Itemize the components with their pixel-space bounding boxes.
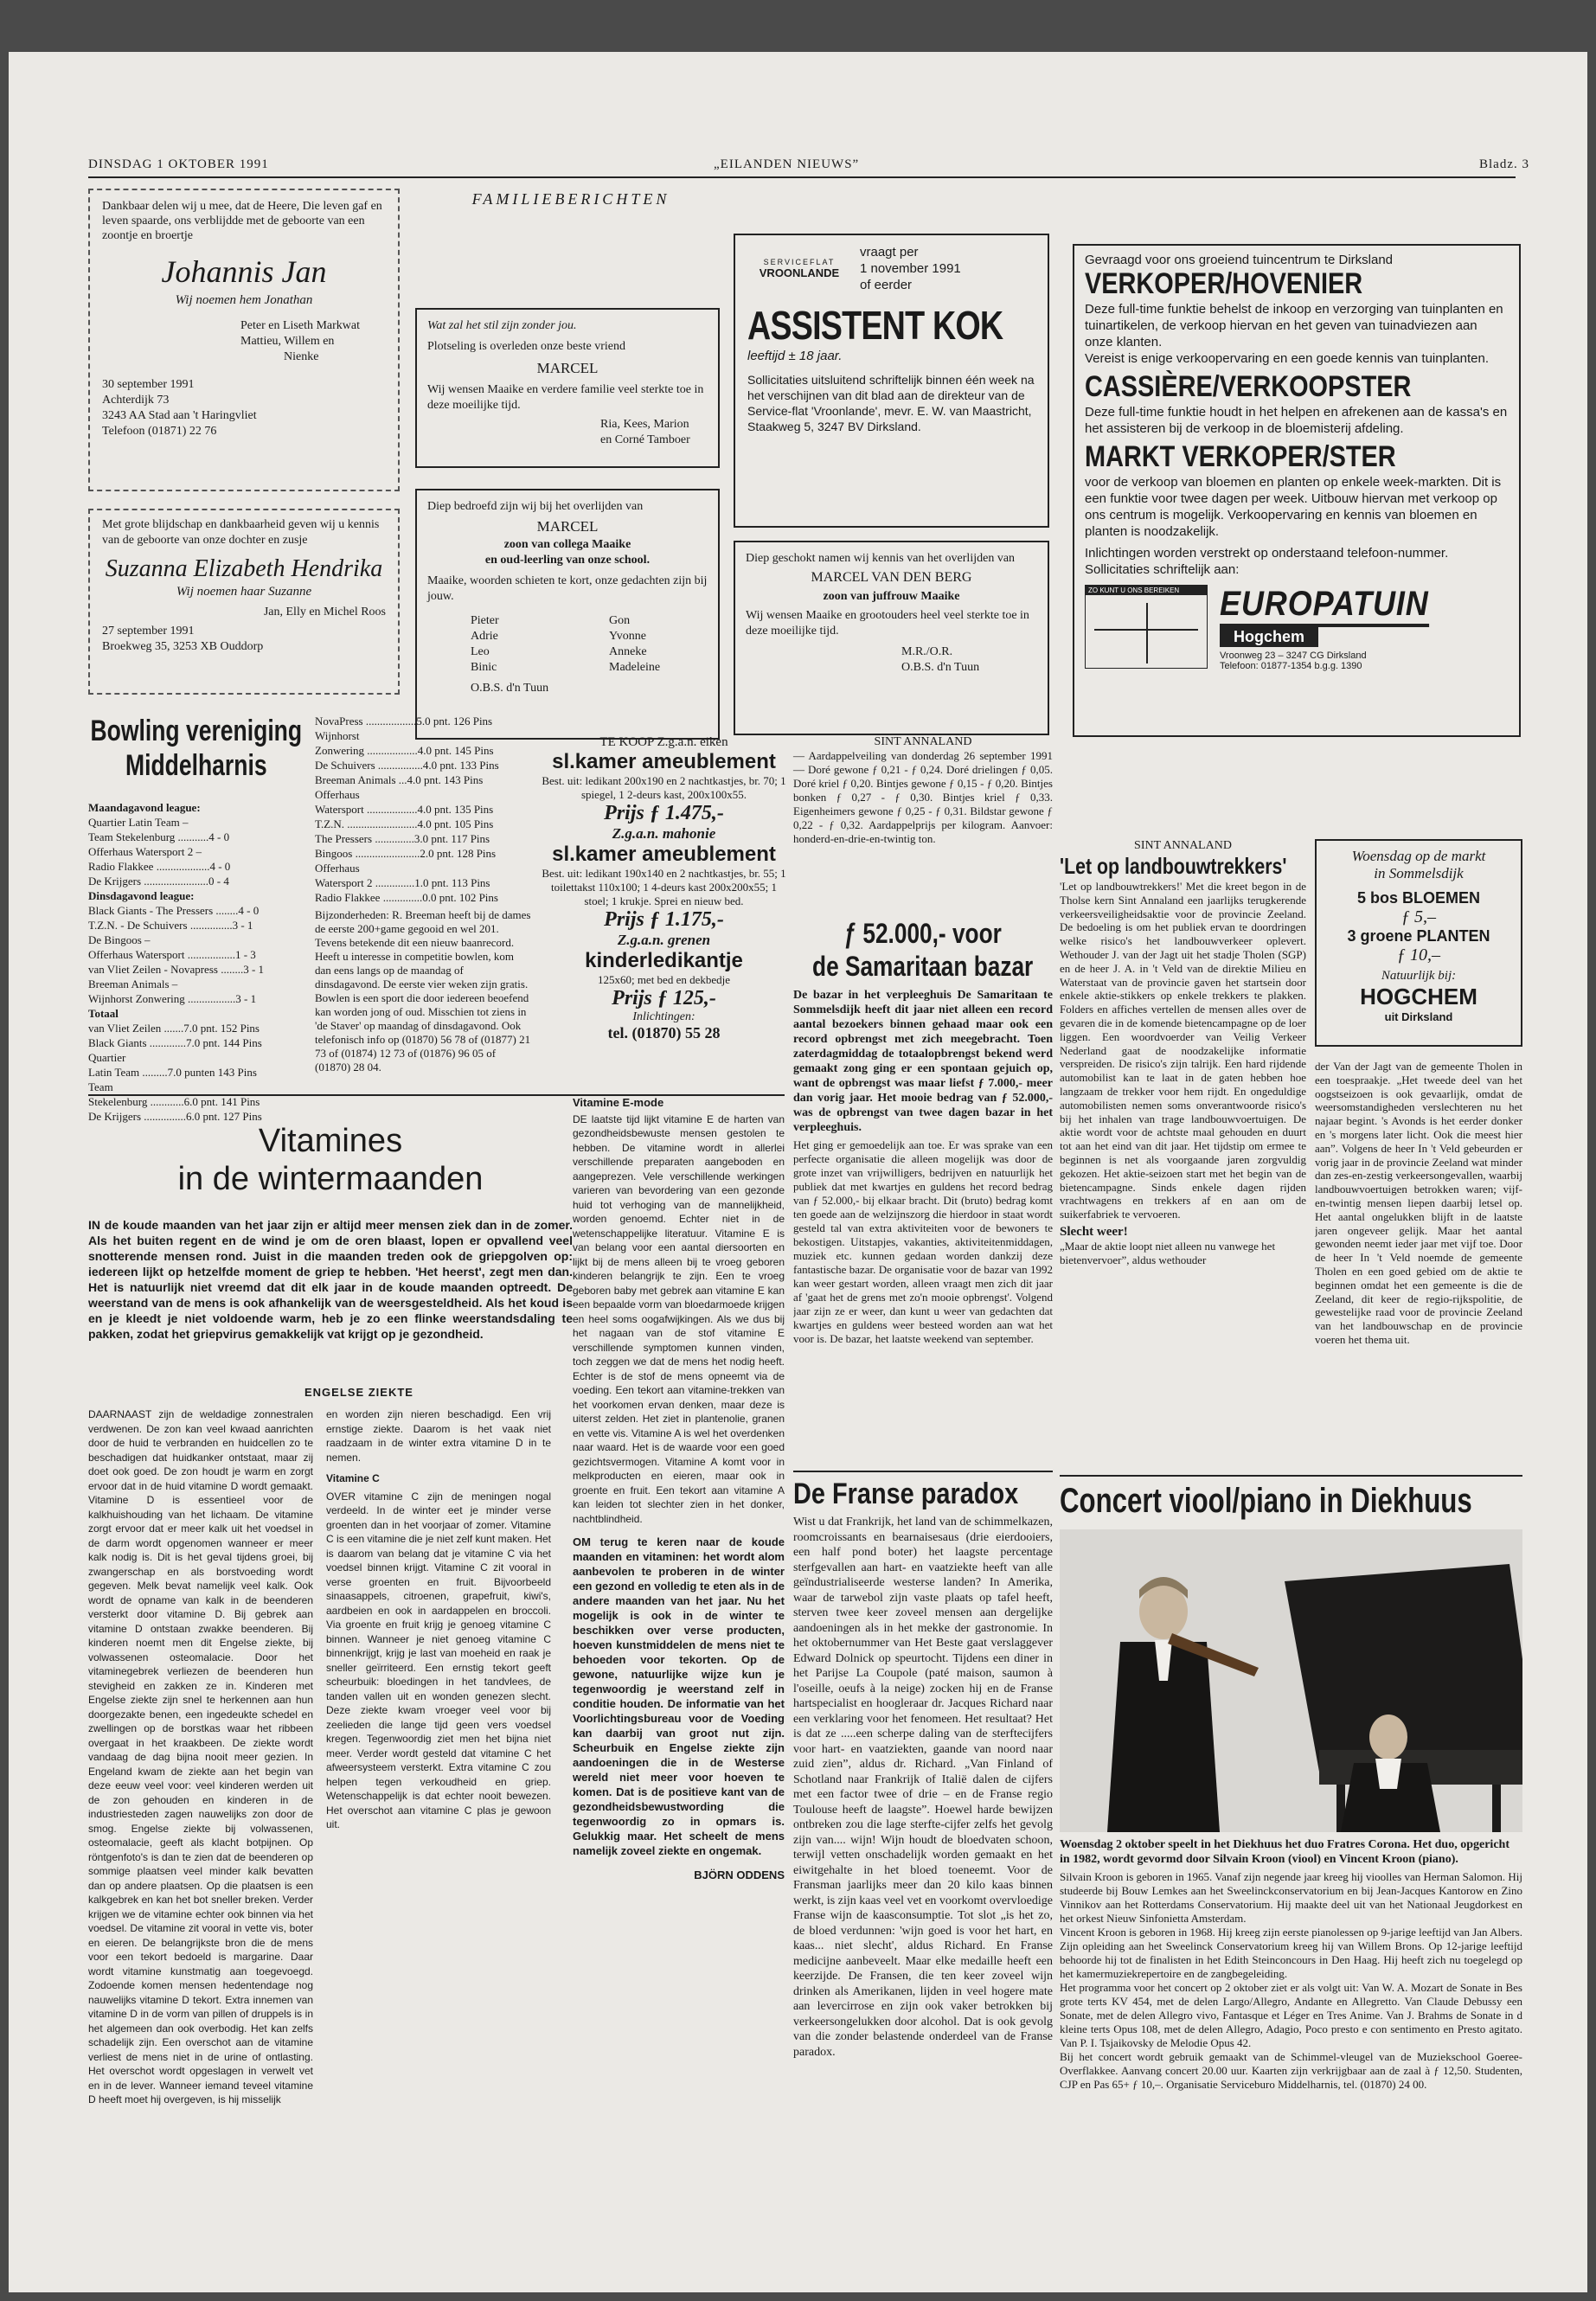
vroonlande-logo: VROONLANDE: [759, 266, 840, 279]
obituary-2: [415, 489, 720, 740]
total-row: Breeman Animals ...4.0 pnt. 143 Pins: [315, 773, 484, 786]
total-row: Watersport 2 ..............1.0 pnt. 113 Pins: [315, 876, 490, 889]
obituary-signed: Ria, Kees, Marion: [600, 418, 689, 431]
total-row: Latin Team .........7.0 punten 143 Pins: [88, 1066, 257, 1079]
birth-siblings: Mattieu, Willem en: [240, 335, 335, 348]
header-rule: [88, 176, 1516, 178]
score-row: De Krijgers .......................0 - 4: [88, 875, 229, 888]
score-row: T.Z.N. - De Schuivers ...............3 - 1: [88, 919, 253, 932]
concert-program: Het programma voor het concert op 2 oktober ziet er als volgt uit: Van W. A. Mozart de Sonate in Bes grote terts KV 454, met de delen Largo/Allegro, Andante en Allegretto. Van Claude Debussy een Sonate, met de delen Allegro vivo, Fantasque et Léger en Tres Anime. Van J. Brahms de Sonate in d kleine terts Opus 108, met de delen Allegro, Adagio, Poco presto e con sentimento en Presto agitato. Van P. I. Tsjaikovsky de Melodie Opus 42.: [1060, 1981, 1522, 2049]
total-row: Offerhaus: [315, 788, 360, 801]
total-row: Radio Flakkee ..............0.0 pnt. 102 Pins: [315, 891, 498, 904]
total-row: van Vliet Zeilen .......7.0 pnt. 152 Pins: [88, 1022, 260, 1035]
signer: Madeleine: [609, 661, 661, 674]
job-title-1: VERKOPER/HOVENIER: [1085, 267, 1363, 300]
ad-line: Natuurlijk bij:: [1381, 969, 1457, 983]
signer: Adrie: [471, 630, 498, 643]
ad-price: Prijs ƒ 1.175,-: [604, 908, 724, 931]
route-map: [1085, 585, 1208, 669]
title-line: in de wintermaanden: [177, 1161, 484, 1197]
article-lead: IN de koude maanden van het jaar zijn er altijd meer mensen ziek dan in de zomer. Als het buiten regent en de wind je om de oren blaast, lopen er opvallend veel snotterende mensen rond. Juist in die maanden treden ook de griepgolven op: iedereen lijkt op hetzelfde moment de griep te hebben. 'Het heerst', zegt men dan. Het is natuurlijk niet vreemd dat dit elk jaar in de koude maanden optreedt. De weerstand van de mens is ook afhankelijk van de weersgesteldheid. Als het koud is en je kleedt je niet voldoende warm, heb je zo een flinke weerstandsdaling te pakken, zodat het griepvirus gemakkelijk vat krijgt op je gezondheid.: [88, 1218, 573, 1341]
article-title: 'Let op landbouwtrekkers': [1060, 853, 1287, 879]
birth-announcement-1: [88, 189, 400, 491]
hogchem-logo: HOGCHEM: [1360, 984, 1477, 1009]
europatuin-ad: [1073, 244, 1521, 737]
signer: Gon: [609, 614, 631, 627]
birth-date: 27 september 1991: [102, 625, 195, 638]
ad-title: sl.kamer ameublement: [552, 750, 776, 773]
tractor-article: [1060, 839, 1306, 1471]
league-heading: Totaal: [88, 1007, 119, 1020]
obituary-line: Diep geschokt namen wij kennis van het overlijden van: [746, 552, 1016, 565]
ad-title: sl.kamer ameublement: [552, 843, 776, 866]
total-row: T.Z.N. .........................4.0 pnt. 105 Pins: [315, 817, 494, 830]
signer: Binic: [471, 661, 497, 674]
furniture-ads: [541, 735, 787, 1081]
ad-price: Prijs ƒ 1.475,-: [604, 802, 724, 824]
birth-date: 30 september 1991: [102, 378, 195, 391]
birth-name: Suzanna Elizabeth Hendrika: [105, 555, 383, 582]
ad-body: 125x60; met bed en dekbedje: [597, 973, 731, 986]
ad-intro: Gevraagd voor ons groeiend tuincentrum te Dirksland: [1085, 253, 1394, 267]
ad-body: Best. uit: ledikant 190x140 en 2 nachtkastjes, br. 55; 1 toilettakst 110x100; 1 4-deurs kast 200x200x55; 1 stoel; 1 krukje. Sprei en nieuw bed.: [542, 867, 786, 907]
obituary-sub: zoon van juffrouw Maaike: [823, 590, 960, 603]
ad-body: Best. uit: ledikant 200x190 en 2 nachtkastjes, br. 70; 1 spiegel, 1 2-deurs kast, 200x100x55.: [542, 774, 786, 801]
ad-line: Woensdag op de markt: [1351, 848, 1486, 864]
article-body: Het ging er gemoedelijk aan toe. Er was sprake van een perfecte organisatie die alleen mogelijk was door de grote inzet van vrijwilligers, bedrijven en natuurlijk het publiek dat met kwartjes en guldens het record bedrag van ƒ 52.000,- bij elkaar bracht. Dit (bruto) bedrag komt ten goede aan de welzijnszorg die hierdoor in staat wordt gesteld tal van extra aktiviteiten voor de bewoners te bekostigen. Uitstapjes, vakanties, aktiviteitenmiddagen, muziek etc. kunnen gedaan worden dankzij deze fantastische bazar. De organisatie voor de bazar van 1992 kan weer gestart worden, alleen vraagt men zich dit jaar af 'gaat het de grens met zo'n mooie opbrengst'. Volgend jaar zijn ze er weer, dan kunt u weer van gedachten dat kwartjes en guldens weer besteed worden aan wat het voor is. De bazar, het laatste weekend van september.: [793, 1138, 1053, 1345]
article-body: — Aardappelveiling van donderdag 26 september 1991 — Doré gewone ƒ 0,21 - ƒ 0,24. Doré drielingen ƒ 0,05. Doré kriel ƒ 0,20. Bintjes gewone ƒ 0,15 - ƒ 0,20. Bintjes bonken ƒ 0,27 - ƒ 0,30. Bintjes kriel ƒ 0,33. Eigenheimers gewone ƒ 0,25 - ƒ 0,31. Bildstar gewone ƒ 0,22 - ƒ 0,32. Aardappelprijs per kilogram. Aanvoer: honderd-en-drie-en-twintig ton.: [793, 749, 1053, 845]
birth-phone: Telefoon (01871) 22 76: [102, 425, 217, 438]
bowling-title: Middelharnis: [125, 749, 267, 782]
obituary-name: MARCEL: [536, 360, 599, 376]
obituary-quote: Wat zal het stil zijn zonder jou.: [427, 319, 577, 332]
article-title: Concert viool/piano in Diekhuus: [1060, 1482, 1472, 1520]
total-row: Watersport ..................4.0 pnt. 135 Pins: [315, 803, 494, 816]
address: Vroonweg 23 – 3247 CG Dirksland: [1220, 651, 1367, 661]
signer: Pieter: [471, 614, 499, 627]
job-text: Inlichtingen worden verstrekt op onderstaand telefoon-nummer. Sollicitaties schriftelijk aan:: [1085, 546, 1449, 577]
birth-call-name: Wij noemen hem Jonathan: [175, 293, 313, 307]
subheading: Slecht weer!: [1060, 1224, 1128, 1239]
obituary-text: Maaike, woorden schieten te kort, onze gedachten zijn bij jouw.: [427, 574, 708, 603]
birth-city: 3243 AA Stad aan 't Haringvliet: [102, 409, 257, 422]
score-row: Offerhaus Watersport 2 –: [88, 845, 202, 858]
job-text: Deze full-time funktie behelst de inkoop en verzorging van tuinplanten en tuinartikelen, de verkoop hiervan en het geven van tuinadviezen aan onze klanten.: [1085, 302, 1503, 349]
total-row: Stekelenburg ............6.0 pnt. 141 Pins: [88, 1095, 260, 1108]
score-row: Radio Flakkee ...................4 - 0: [88, 860, 231, 873]
ad-offer: 5 bos BLOEMEN: [1356, 889, 1480, 907]
article-body: Wist u dat Frankrijk, het land van de schimmelkazen, roomcroissants en bearnaisesaus (drie eierdooiers, een half pond boter) het laagste percentage sterfgevallen aan hart- en vaatziekte heeft van alle geïndustrialiseerde westerse landen? In Amerika, waar de tarwebol zijn vaste plaats op tafel heeft, sterven twee keer zoveel mensen aan dergelijke aandoeningen als in het mekke der gastronomie. In het oktobernummer van Het Beste gaat verslaggever Edward Dolnick op speurtocht. Tijdens een diner in het Parijse La Coupole (paté maison, saumon à l'oseille, oeufs à la neige) zocken hij en de Franse hartspecialist en hoogleraar dr. Jacques Richard naar een verklaring voor het fenomeen. Het resultaat? Het is dat ze .....een scherpe daling van de sterftecijfers voor hart- en vaatziekten, gaande van noord naar zuid zien”, aldus dr. Richard. „Van Finland of Schotland naar Frankrijk of Italië dalen de cijfers met een factor twee of drie – en de Franse regio Toulouse heeft de laagste”. Hoewel harde bewijzen ontbreken zou die lage sterfte-cijfer zelfs het gevolg zijn van.... wijn! Wijn houdt de bloedvaten schoon, terwijl vetten onschadelijk worden gemaakt en het eiwitgehalte in het bloed toeneemt. Voor de Fransman jaarlijks meer dan 20 kilo kaas binnen werkt, is zijn kaas veel vet en voorkomt overvloedige Franse wijn de kaasconsumptie. Tot slot „is het zo, de bloed verdunnen: 'wijn goed is voor het hart, en kaas... niet slecht', aldus Richard. En Franse medicijne aanbeveelt. Maar elke medaille heeft een keerzijde. De Fransen, die ten keer zoveel wijn drinken als Amerikanen, lijden in veel hogere mate aan levercirrose en zijn ook vaker betrokken bij verkeersongelukken door alcohol. Dat is ook gevolg van die zonder belastende onderdeel van de Franse paradox.: [793, 1516, 1053, 2059]
signer: Leo: [471, 645, 490, 658]
total-row: Zonwering ..................4.0 pnt. 145 Pins: [315, 744, 494, 757]
obituary-line: Diep bedroefd zijn wij bij het overlijden van: [427, 500, 644, 513]
score-row: Offerhaus Watersport .................1 - 3: [88, 948, 256, 961]
article-title: [88, 1122, 573, 1198]
score-row: Black Giants - The Pressers ........4 - 0: [88, 904, 260, 917]
total-row: Team: [88, 1080, 113, 1093]
birth-intro: Dankbaar delen wij u mee, dat de Heere, Die leven gaf en leven spaarde, ons verblijdde met de geboorte van een zoontje en broertje: [102, 200, 382, 242]
vroonlande-age: leeftijd ± 18 jaar.: [747, 349, 843, 363]
hogchem-ad: [1315, 839, 1522, 1047]
total-row: Offerhaus: [315, 862, 360, 875]
potato-auction-article: [793, 735, 1053, 908]
article-body: Bij het concert wordt gebruik gemaakt van de Schimmel-vleugel van de Muziekschool Goeree-Overflakkee. Aanvang concert 20.00 uur. Kaarten zijn verkrijgbaar aan de zaal à ƒ 12,50. Studenten, CJP en Pas 65+ ƒ 10,–. Organisatie Serviceburo Middelharnis, tel. (01870) 24 00.: [1060, 2050, 1522, 2091]
article-conclusion: OM terug te keren naar de koude maanden en vitaminen: het wordt alom aanbevolen te proberen in de winter een gezond en volledig te eten als in de andere maanden van het jaar. Nu het mogelijk is ook in de winter te beschikken over verse producten, hoeven kunstmiddelen de mens niet te behoeden voor tekorten. Op de gewone, natuurlijke wijze kun je tegenwoordig je weerstand zelf in conditie houden. De informatie van het Voorlichtingsbureau voor de Voeding kan daarbij van groot nut zijn. Scheurbuik en Engelse ziekte zijn aandoeningen die in de Westerse wereld niet meer voor hoeven te komen. Dat is de positieve kant van de gezondheidsbewustwording die tegenwoordig zo in opmars is. Gelukkig maar. Het scheelt de mens namelijk zoveel ziekte en ongemak.: [573, 1535, 785, 1857]
article-title: de Samaritaan bazar: [812, 951, 1034, 982]
concert-photo: [1060, 1529, 1522, 1832]
obituary-line: Plotseling is overleden onze beste vriend: [427, 340, 625, 353]
total-row: De Krijgers ...............6.0 pnt. 127 Pins: [88, 1110, 262, 1123]
title-line: Vitamines: [258, 1123, 403, 1159]
article-body: Silvain Kroon is geboren in 1965. Vanaf zijn negende jaar kreeg hij vioolles van Herman Salomon. Hij studeerde bij Bouw Lemkes aan het Sweelinckconservatorium en bij Jean-Jacques Kantorow en Zino Vinnikov aan het Rotterdams Conservatorium. Hij maakte deel uit van het Nationaal Jeugdorkest en het orkest Nieuw Sinfonietta Amsterdam.: [1060, 1870, 1522, 1925]
obituary-text: Wij wensen Maaike en verdere familie veel sterkte toe in deze moeilijke tijd.: [427, 383, 704, 412]
article-body: DE laatste tijd lijkt vitamine E de harten van gezondheidsbewuste mensen gestolen te hebben. De vitamine wordt in allerlei verschillende preparaten aangeboden en aangeprezen. Vele verschillende werkingen varieren van bevordering van een gezonde huid tot verhoging van de mannelijkheid, worden genoemd. Echter niet in de wetenschappelijke literatuur. Vitamine E is van belang voor een aantal diersoorten en lijkt bij de mens alleen bij te vroeg geboren kinderen belangrijk te zijn. Een te vroeg geboren baby met gebrek aan vitamine E kan een bepaalde vorm van bloedarmoede krijgen en heel soms oogafwijkingen. Als we dus bij het nagaan van de stof vitamine E verschillende symptomen kunnen vinden, toch zeggen we dat de mens het nodig heeft. Echter is de stof de mens opneemt via de voeding. Een tekort aan vitamine-trekken van het voorkomen ervan denken, maar deze is uiterst zelden. Het ziet in plantenolie, granen en vette vis. Vitamine A is wel het overdenken naar waard. Het is de waarde voor een goed gezichtsvermogen. Vitamine A komt voor in melkproducten en eieren, maar ook in groente en fruit. Een tekort aan vitamine A kan leiden tot slechter zien in het donker, nachtblindheid.: [573, 1112, 785, 1525]
musicians-illustration: [1060, 1529, 1522, 1832]
ad-price: ƒ 5,–: [1401, 907, 1436, 926]
birth-parents: Peter en Liseth Markwat: [240, 319, 361, 332]
tractor-article-cont: der Van der Jagt van de gemeente Tholen in een toespraakje. „Het tweede deel van het oogstseizoen is ook gevaarlijk, omdat de weersomstandigheden verslechteren nu het najaar begint. 's Avonds is het eerder donker en 's morgens later licht. Ook die meest hier aan”. Volgens de heer In 't Veld gebeurden er vorig jaar in de provincie Zeeland wat minder dan zes-en-zestig verkeersongevallen, waarbij landbouwvoertuigen betrokken waren; vijf-en-twintig mensen liepen daarbij letsel op. Het aantal ongelukken blijft in de laatste jaren ongeveer gelijk. Maar het aantal gewonden neemt ieder jaar met vijf toe. Door de heer In 't Veld noemde de gemeente Tholen en een goed gebied om de aktie te beginnen omdat het een gemeente is die de Zeeland, dit keer de regio-rijkspolitie, de gewestelijke raad voor de provincie Zeeland van het landbouwschap en de provincie voeren het thema uit.: [1315, 1060, 1522, 1346]
family-heading: FAMILIEBERICHTEN: [471, 190, 670, 208]
obituary-signed: O.B.S. d'n Tuun: [901, 661, 980, 674]
vroonlande-arc-text: SERVICEFLAT: [763, 258, 836, 266]
paper-name: „EILANDEN NIEUWS”: [714, 157, 860, 171]
article-body: Vincent Kroon is geboren in 1968. Hij kreeg zijn eerste pianolessen op 9-jarige leeftijd van Jan Albers. Zijn opleiding aan het Sweelinck Conservatorium kreeg hij van Willem Brons. Op 12-jarige leeftijd behoorde hij tot de finalisten in het Edith Steinconcours in Den Haag. Hij heeft zich nu toegelegd op het kamermuziekrepertoire en de zangbegeleiding.: [1060, 1926, 1522, 1980]
ad-head: TE KOOP Z.g.a.n. eiken: [599, 735, 728, 749]
dateline: SINT ANNALAND: [1134, 839, 1232, 852]
ad-line: of eerder: [860, 278, 913, 292]
vroonlande-title: ASSISTENT KOK: [747, 303, 1003, 348]
score-row: Quartier Latin Team –: [88, 816, 189, 829]
ad-info: Inlichtingen:: [632, 1010, 695, 1023]
ad-offer: 3 groene PLANTEN: [1347, 927, 1490, 945]
paradox-article: [793, 1471, 1053, 2275]
ad-line: 1 november 1991: [860, 261, 961, 276]
job-title-2: CASSIÈRE/VERKOOPSTER: [1085, 370, 1412, 403]
article-body: OVER vitamine C zijn de meningen nogal verdeeld. In de winter eet je minder verse groenten dan in het voorjaar of zomer. Vitamine C is een vitamine die je niet zelf kunt maken. Het is daarom van belang dat je vitamine C via het voedsel binnen krijgt. Vitamine C zit vooral in verse groenten en fruit. Bijvoorbeeld sinaasappels, citroenen, grapefruit, kiwi's, aardbeien en ook in aardappelen en broccoli. Via groente en fruit krijg je genoeg vitamine C binnen. Wanneer je niet genoeg vitamine C binnenkrijgt, krijg je last van moeheid en raak je sneller geïrriteerd. Een ernstig tekort geeft scheurbuik: bloedingen in het tandvlees, de tanden vallen uit en wonden genezen slecht. Deze ziekte kwam vroeger veel voor bij zeelieden die lange tijd geen vers voedsel kregen. Tegenwoordig ziet men het bijna niet meer. Verder wordt gesteld dat vitamine C het afweersysteem versterkt. Extra vitamine C zou helpen tegen verkoudheid en griep. Wetenschappelijk is dat echter nooit bewezen. Het overschot aan vitamine C plas je gewoon uit.: [326, 1490, 551, 1830]
obituary-sub: zoon van collega Maaike: [503, 538, 631, 551]
bowling-note: Bijzonderheden: R. Breeman heeft bij de dames de eerste 200+game gegooid en wel 201. Tevens betekende dit een nieuw baanrecord. Heeft u interesse in competitie bowlen, kom dan eens langs op de maandag of dinsdagavond. De eerste vier weken zijn gratis. Bowlen is een sport die door iedereen beoefend kan worden jong of oud. Misschien tot ziens in 'de Staver' op maandag of dinsdagavond. Ook telefonisch info op (01870) 56 78 of (01877) 21 73 of (01874) 12 73 of (01876) 96 05 of (01870) 28 04.: [315, 908, 531, 1074]
score-row: Team Stekelenburg ...........4 - 0: [88, 830, 230, 843]
score-row: De Bingoos –: [88, 933, 151, 946]
birth-name: Johannis Jan: [161, 254, 327, 289]
ad-line: in Sommelsdijk: [1374, 865, 1464, 881]
ad-head: Z.g.a.n. grenen: [617, 932, 711, 948]
subheading: Vitamine E-mode: [573, 1096, 664, 1109]
article-column: [573, 1096, 785, 2264]
league-heading: Dinsdagavond league:: [88, 889, 195, 902]
vroonlande-body: Sollicitaties uitsluitend schriftelijk binnen één week na het verschijnen van dit blad aan de direkteur van de Service-flat 'Vroonlande', mevr. E. W. van Maastricht, Staakweg 5, 3247 BV Dirksland.: [747, 373, 1035, 433]
phone: Telefoon: 01877-1354 b.g.g. 1390: [1220, 661, 1362, 671]
total-row: Bingoos .......................2.0 pnt. 128 Pins: [315, 847, 497, 860]
ad-head: Z.g.a.n. mahonie: [612, 825, 716, 842]
article-lead: De bazar in het verpleeghuis De Samaritaan te Sommelsdijk heeft dit jaar niet alleen een record aantal bezoekers binnen gehaad maar ook een record opbrengst met zich meegebracht. Toen zaterdagmiddag de totaalopbrengst bekend werd gemaakt zong ging er een spontaan gejuich op, want de opbrengst was maar liefst ƒ 7.000,- meer dan vorig jaar. Het mooie bedrag van ƒ 52.000,- was de opbrengst van twee dagen bazar in het verpleeghuis.: [793, 989, 1053, 1134]
subheading: Vitamine C: [326, 1472, 380, 1484]
ad-line: uit Dirksland: [1384, 1010, 1453, 1023]
ad-title: kinderledikantje: [585, 949, 743, 972]
total-row: NovaPress ..................5.0 pnt. 126 Pins: [315, 715, 493, 727]
europatuin-logo: EUROPATUIN: [1220, 585, 1429, 627]
birth-siblings-2: Nienke: [284, 350, 319, 363]
ad-price: ƒ 10,–: [1397, 945, 1440, 965]
signer: Yvonne: [609, 630, 646, 643]
birth-address: Broekweg 35, 3253 XB Ouddorp: [102, 640, 264, 653]
birth-intro: Met grote blijdschap en dankbaarheid geven wij u kennis van de geboorte van onze dochter en zusje: [102, 518, 380, 547]
obituary-1: [415, 308, 720, 468]
article-title: ƒ 52.000,- voor: [843, 918, 1002, 949]
ad-line: vraagt per: [860, 245, 919, 260]
birth-parents: Jan, Elly en Michel Roos: [263, 606, 386, 619]
league-heading: Maandagavond league:: [88, 801, 201, 814]
score-row: Wijnhorst Zonwering .................3 - 1: [88, 992, 257, 1005]
obituary-sub: en oud-leerling van onze school.: [484, 554, 651, 567]
issue-date: DINSDAG 1 OKTOBER 1991: [88, 157, 269, 171]
signer: Anneke: [609, 645, 647, 658]
article-body: en worden zijn nieren beschadigd. Een vrij ernstige ziekte. Daarom is het vaak niet raadzaam in de winter extra vitamine D in te nemen.: [326, 1408, 551, 1464]
obituary-signed: M.R./O.R.: [901, 645, 953, 658]
birth-call-name: Wij noemen haar Suzanne: [176, 585, 312, 599]
page-number: Bladz. 3: [1479, 157, 1529, 171]
score-row: van Vliet Zeilen - Novapress ........3 - 1: [88, 963, 265, 976]
vroonlande-ad: [734, 234, 1049, 528]
obituary-signed: en Corné Tamboer: [600, 433, 690, 446]
vitamines-article: [88, 1094, 785, 2271]
branch-label: Hogchem: [1220, 627, 1318, 647]
article-body: 'Let op landbouwtrekkers!' Met die kreet begon in de Tholse kern Sint Annaland een jaarlijks terugkerende verkeersveiligheidsaktie voor de provincie Zeeland. De bedoeling is om het publiek ervan te doordringen welke risico's het landbouwverkeer oplevert. Wethouder J. van der Jagt uit het stadje Tholen (SGP) en de heer J. A. in 't Veld van de direktie Milieu en Waterstaat van de provincie gaven het startsein door enkele aktie-stikkers op enkele trekkers te plakken. Folders en affiches vertellen de mensen alles over de gevaren die in de komende bietencampagne op de loer liggen. Een woordvoerder van Veilig Verkeer Nederland gaat de noodzakelijke informatie verspreiden. De risico's zijn talrijk. Een hard rijdende automobilist kan te laat in de gaten hebben hoe langzaam de trekker voor hem rijdt. En ongeduldige automobilisten nemen soms onverantwoorde risico's bij het inhalen van trage landbouwvoertuigen. De aktie wordt voor de achtste maal gehouden en duurt tot aan het eind van dit jaar. Het tijdstip om ermee te beginnen is net als voorgaande jaren zorgvuldig gekozen. Het aktie-seizoen start met het begin van de bietencampagne. Sinds enkele dagen rijden vrachtwagens en trekkers af en aan om de suikerfabriek te vervoeren.: [1060, 880, 1306, 1221]
bowling-title: Bowling vereniging: [90, 715, 303, 747]
subheading: ENGELSE ZIEKTE: [304, 1386, 413, 1399]
total-row: The Pressers ..............3.0 pnt. 117 Pins: [315, 832, 490, 845]
samaritaan-article: [793, 917, 1053, 1462]
birth-street: Achterdijk 73: [102, 394, 170, 407]
article-body: „Maar de aktie loopt niet alleen nu vanwege het bietenvervoer”, aldus wethouder: [1060, 1239, 1276, 1266]
author: BJÖRN ODDENS: [694, 1868, 785, 1881]
job-text: Deze full-time funktie houdt in het helpen en afrekenen aan de kassa's en het assisteren bij de verkoop in de bloemisterij afdeling.: [1085, 405, 1508, 436]
obituary-name: MARCEL VAN DEN BERG: [811, 570, 972, 585]
obituary-name: MARCEL: [536, 518, 599, 535]
ad-price: Prijs ƒ 125,-: [612, 987, 716, 1009]
dateline: SINT ANNALAND: [874, 735, 972, 748]
total-row: De Schuivers ................4.0 pnt. 133 Pins: [315, 759, 499, 772]
score-row: Breeman Animals –: [88, 977, 178, 990]
article-title: De Franse paradox: [793, 1477, 1019, 1510]
photo-caption: Woensdag 2 oktober speelt in het Diekhuus het duo Fratres Corona. Het duo, opgericht in 1982, wordt gevormd door Silvain Kroon (viool) en Vincent Kroon (piano).: [1060, 1838, 1509, 1866]
obituary-3: [734, 541, 1049, 735]
total-row: Quartier: [88, 1051, 126, 1064]
article-body: DAARNAAST zijn de weldadige zonnestralen verdwenen. De zon kan veel kwaad aanrichten door de huid te verbranden en huidcellen zo te beschadigen dat huidkanker ontstaat, maar zij doet ook goed. De zon houdt je warm en zorgt ervoor dat in de huid vitamine D wordt gemaakt. Vitamine D is essentieel voor de kalkhuishouding van het lichaam. De vitamine zorgt ervoor dat er meer kalk uit het voedsel in de darm wordt opgenomen wanneer er meer kalk nodig is. Dit is het geval tijdens groei, bij zwangerschap en als borstvoeding wordt gegeven. Melk bevat namelijk veel kalk. Ook wordt de opname van kalk in de beenderen versterkt door vitamine D. Bij gebrek aan vitamine D ontstaan zwakke beenderen. Bij kinderen noemt men dit Engelse ziekte, bij volwassenen osteomalacie. Door het vitaminegebrek verliezen de beenderen hun stevigheid en zakken ze in. Kinderen met Engelse ziekte zijn snel te herkennen aan hun doorgezakte benen, een ingedeukte schedel en zwellingen op de borstkas waar het ribbeen overgaat in het kraakbeen. De ziekte wordt vandaag de dag bijna nooit meer gezien. In Engeland kwam de ziekte aan het begin van deze eeuw veel voor: veel kinderen werden uit de zon gehouden en kinderen in de industriesteden zagen nauwelijks zon door de smog. Engelse ziekte bij volwassenen, osteomalacie, geeft als klacht botpijnen. Op röntgenfoto's is dan te zien dat de beenderen op sommige plaatsen veel minder kalk bevatten dan op andere plaatsen. Op die plaatsen is een kalkgebrek en kan het bot sneller breken. Verder krijgen we de vitamine echter ook binnen via het voedsel. De vitamine zit vooral in vette vis, boter en eieren. De belangrijkste bron die de mens voor een tekort bedoeld is margarine. Daar wordt vitamine kunstmatig aan toegevoegd. Zodoende komen mensen hedentendage nog nauwelijks vitamine D tekort. Extra innemen van vitamine D in de vorm van pillen of druppels is in het algemeen dan ook overbodig. Het kan zelfs schadelijk zijn. Een overschot aan de vitamine verliest de mens niet in de urine of ontlasting. Het overschot wordt opgeslagen in verwelt vet en in de lever. Wanneer iemand teveel vitamine D heeft moet hij overgeven, is hij misselijk: [88, 1408, 313, 2106]
total-row: Wijnhorst: [315, 729, 360, 742]
newspaper-page: [9, 52, 1587, 2292]
job-text: voor de verkoop van bloemen en planten op enkele week-markten. Dit is een funktie voor twee dagen per week. Uitbouw hiervan met verkoop op ons centrum is mogelijk. Verkoopervaring en kennis van bloemen en planten is noodzakelijk.: [1085, 475, 1502, 539]
concert-article: [1060, 1475, 1522, 2275]
total-row: Black Giants .............7.0 pnt. 144 Pins: [88, 1036, 262, 1049]
job-text: Vereist is enige verkoopervaring en een goede kennis van tuinplanten.: [1085, 351, 1489, 366]
article-column: [326, 1407, 551, 2264]
birth-announcement-2: [88, 509, 400, 695]
ad-phone: tel. (01870) 55 28: [607, 1024, 721, 1042]
obituary-signed: O.B.S. d'n Tuun: [471, 682, 549, 695]
map-note: ZO KUNT U ONS BEREIKEN: [1086, 586, 1207, 595]
job-title-3: MARKT VERKOPER/STER: [1085, 440, 1396, 473]
obituary-text: Wij wensen Maaike en grootouders heel veel sterkte toe in deze moeilijke tijd.: [746, 609, 1029, 638]
